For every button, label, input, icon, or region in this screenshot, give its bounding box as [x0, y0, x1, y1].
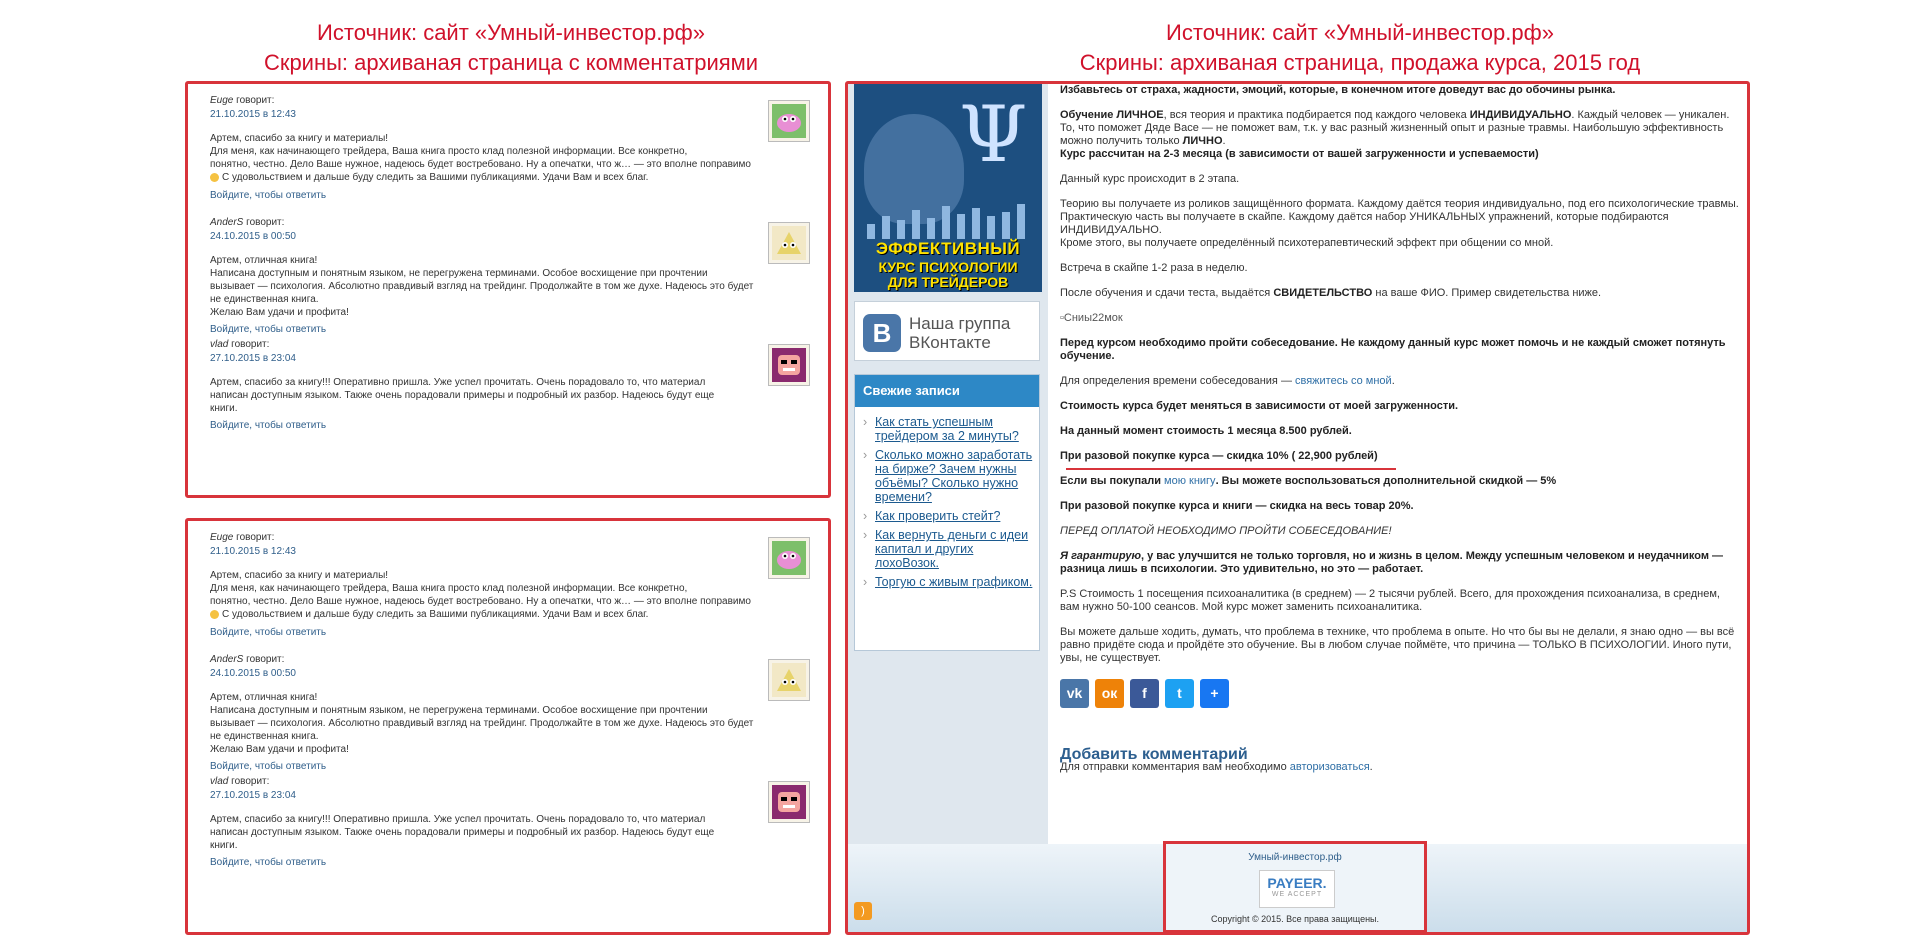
smile-icon: [210, 610, 219, 619]
text: Теорию вы получаете из роликов защищённого формата. Каждому даётся теория индивидуально, под его психологические травмы.: [1060, 198, 1739, 210]
text: Кроме этого, вы получаете определённый психотерапевтический эффект при общении со мной.: [1060, 237, 1554, 249]
comment-body: [210, 376, 800, 415]
course-duration: Курс рассчитан на 2-3 месяца (в зависимости от вашей загруженности и успеваемости): [1060, 148, 1539, 160]
payeer-subtitle: WE ACCEPT: [1271, 891, 1323, 898]
banner-title: ЭФФЕКТИВНЫЙ: [875, 239, 1021, 258]
text: на ваше ФИО. Пример свидетельства ниже.: [1372, 287, 1602, 299]
current-price-text: На данный момент стоимость 1 месяца 8.500 рублей.: [1060, 425, 1352, 437]
reply-link[interactable]: Войдите, чтобы ответить: [210, 190, 327, 201]
comment-line: понятно, честно. Дело Ваше нужное, надеюсь будет востребовано. Ну а опечатки, что ж… — это вполне поправимо: [210, 596, 751, 607]
broken-image-icon: ▫: [1060, 312, 1064, 324]
text: . Каждый человек — уникален. То, что поможет Дяде Васе — не поможет вам, т.к. у вас разный жизненный опыт и разные травмы. Наибольшую эффективность можно получить только: [1060, 109, 1730, 147]
interview-text: Перед курсом необходимо пройти собеседование. Не каждому данный курс может помочь и не каждый сможет потянуть обучение.: [1060, 337, 1726, 362]
facebook-icon[interactable]: f: [1130, 679, 1159, 708]
comments-list: [188, 521, 828, 897]
comment-date[interactable]: 27.10.2015 в 23:04: [210, 790, 296, 801]
banner-subtitle: [854, 260, 1042, 290]
avatar: [768, 100, 810, 142]
comment-author[interactable]: Euge: [210, 532, 234, 543]
avatar-monster-icon: [772, 785, 806, 819]
bold-text: Если вы покупали: [1060, 475, 1165, 487]
ps-text: P.S Стоимость 1 посещения психоаналитика (в среднем) — 2 тысячи рублей. Всего, для прохождения психоанализа, в среднем, вам нужно 50-100 сеансов. Мой курс может заменить психоаналитика.: [1060, 588, 1720, 613]
comment-author[interactable]: vlad: [210, 339, 229, 350]
italic-bold-text: Я гарантирую: [1060, 550, 1141, 562]
auth-paragraph: [1060, 761, 1740, 774]
fresh-post-label: Как стать успешным трейдером за 2 минуты?: [875, 415, 1019, 443]
avatar: [768, 344, 810, 386]
right-caption: [860, 18, 1860, 78]
stages-text: Данный курс происходит в 2 этапа.: [1060, 173, 1240, 185]
comment-author[interactable]: AnderS: [210, 217, 244, 228]
vk-icon[interactable]: vk: [1060, 679, 1089, 708]
chevron-right-icon: ›: [863, 415, 868, 429]
reply-link[interactable]: Войдите, чтобы ответить: [210, 857, 327, 868]
login-link[interactable]: авторизоваться: [1289, 761, 1370, 773]
comment-date[interactable]: 24.10.2015 в 00:50: [210, 231, 296, 242]
ok-icon[interactable]: ок: [1095, 679, 1124, 708]
personal-training-paragraph: [1060, 109, 1740, 161]
vk-text: [909, 314, 1010, 352]
my-book-link[interactable]: мою книгу: [1164, 475, 1216, 487]
bold-text: Обучение ЛИЧНОЕ: [1060, 109, 1164, 121]
comments-list: [188, 84, 828, 460]
share-buttons: [1060, 679, 1740, 708]
right-source-text: Источник: сайт «Умный-инвестор.рф»: [1166, 20, 1554, 45]
comment-line: написан доступным языком. Также очень порадовали примеры и подробный их разбор. Надеюсь будут еще: [210, 390, 715, 401]
smile-icon: [210, 173, 219, 182]
bold-text: . Вы можете воспользоваться дополнительной скидкой — 5%: [1215, 475, 1557, 487]
text: , вся теория и практика подбирается под каждого человека: [1163, 109, 1470, 121]
comment-line: Артем, спасибо за книгу!!! Оперативно пришла. Уже успел прочитать. Очень порадовало то, что материал: [210, 377, 706, 388]
comment: [210, 338, 810, 460]
comment-author[interactable]: Euge: [210, 95, 234, 106]
says-label: говорит:: [231, 776, 270, 787]
vk-group-widget[interactable]: [854, 301, 1040, 361]
text: После обучения и сдачи теста, выдаётся: [1060, 287, 1274, 299]
meeting-text: Встреча в скайпе 1-2 раза в неделю.: [1060, 262, 1248, 274]
footer-box: [1163, 841, 1427, 933]
comment-date[interactable]: 24.10.2015 в 00:50: [210, 668, 296, 679]
comments-panel-bottom: [185, 518, 831, 935]
price-underline: [1066, 468, 1396, 470]
comment-line: не единственная книга.: [210, 294, 319, 305]
comment-line: Желаю Вам удачи и профита!: [210, 307, 349, 318]
comment-line: Артем, отличная книга!: [210, 692, 318, 703]
price-change-text: Стоимость курса будет меняться в зависимости от моей загруженности.: [1060, 400, 1459, 412]
avatar-monster-icon: [772, 104, 806, 138]
comment-author[interactable]: AnderS: [210, 654, 244, 665]
comment-line: Желаю Вам удачи и профита!: [210, 744, 349, 755]
left-caption: [186, 18, 836, 78]
footer-site-name[interactable]: Умный-инвестор.рф: [1248, 852, 1342, 863]
warning-text: ПЕРЕД ОПЛАТОЙ НЕОБХОДИМО ПРОЙТИ СОБЕСЕДОВАНИЕ!: [1060, 525, 1392, 537]
course-page-panel: [845, 81, 1750, 935]
discount-text: При разовой покупке курса — скидка 10% ( 22,900 рублей): [1060, 450, 1378, 462]
fresh-post-label: Как проверить стейт?: [875, 509, 1001, 523]
left-source-text: Источник: сайт «Умный-инвестор.рф»: [317, 20, 705, 45]
banner-line: КУРС ПСИХОЛОГИИ: [878, 259, 1018, 275]
fresh-post-link[interactable]: [863, 575, 1033, 589]
text: Практическую часть вы получаете в скайпе. Каждому даётся набор УНИКАЛЬНЫХ упражнений, которые подбираются ИНДИВИДУАЛЬНО.: [1060, 211, 1669, 236]
chevron-right-icon: ›: [863, 575, 868, 589]
comment-date[interactable]: 21.10.2015 в 12:43: [210, 109, 296, 120]
reply-link[interactable]: Войдите, чтобы ответить: [210, 324, 327, 335]
contact-link[interactable]: свяжитесь со мной: [1295, 375, 1392, 387]
comment: [210, 94, 810, 216]
bold-text: ЛИЧНО: [1182, 135, 1223, 147]
comment-body: [210, 132, 800, 184]
comment-body: [210, 569, 800, 621]
payeer-logo: PAYEER.: [1267, 875, 1327, 891]
says-label: говорит:: [246, 217, 285, 228]
fresh-posts-widget: [854, 374, 1040, 651]
avatar-monster-icon: [772, 541, 806, 575]
comment-line: написан доступным языком. Также очень порадовали примеры и подробный их разбор. Надеюсь будут еще: [210, 827, 715, 838]
reply-link[interactable]: Войдите, чтобы ответить: [210, 420, 327, 431]
comment: [210, 775, 810, 897]
book-discount-paragraph: [1060, 475, 1740, 488]
text: Для определения времени собеседования —: [1060, 375, 1295, 387]
comment: [210, 531, 810, 653]
says-label: говорит:: [236, 95, 275, 106]
reply-link[interactable]: Войдите, чтобы ответить: [210, 761, 327, 772]
chevron-right-icon: ›: [863, 528, 868, 542]
avatar-monster-icon: [772, 348, 806, 382]
avatar-monster-icon: [772, 663, 806, 697]
article-body: [1060, 84, 1740, 774]
says-label: говорит:: [231, 339, 270, 350]
text: .: [1391, 375, 1395, 387]
avatar: [768, 537, 810, 579]
vk-line: Наша группа: [909, 314, 1011, 333]
comment-date[interactable]: 27.10.2015 в 23:04: [210, 353, 296, 364]
comment-line: Артем, спасибо за книгу!!! Оперативно пришла. Уже успел прочитать. Очень порадовало то, что материал: [210, 814, 706, 825]
contact-paragraph: [1060, 375, 1740, 388]
comment-body: [210, 813, 800, 852]
left-note-text: Скрины: архиваная страница с комментатриями: [263, 50, 759, 75]
fresh-post-link[interactable]: [863, 448, 1033, 504]
certificate-image: [1060, 312, 1740, 325]
fresh-post-label: Сколько можно заработать на бирже? Зачем нужны объёмы? Сколько нужно времени?: [875, 448, 1033, 504]
bold-text: ИНДИВИДУАЛЬНО: [1469, 109, 1572, 121]
fresh-post-link[interactable]: [863, 415, 1033, 443]
says-label: говорит:: [236, 532, 275, 543]
comment: [210, 653, 810, 775]
comment-line: вызывает — психология. Абсолютно правдивый взгляд на трейдинг. Продолжайте в том же духе. Надеюсь это будет: [210, 281, 754, 292]
certificate-text: [1060, 287, 1740, 300]
vk-line: ВКонтакте: [909, 333, 991, 352]
fresh-post-link[interactable]: [863, 528, 1033, 570]
comment-body: [210, 254, 800, 319]
text: .: [1222, 135, 1226, 147]
comment-line: не единственная книга.: [210, 731, 319, 742]
copyright-text: Copyright © 2015. Все права защищены.: [1210, 914, 1380, 924]
avatar: [768, 781, 810, 823]
comment: [210, 216, 810, 338]
comment-line: Написана доступным и понятным языком, не перегружена терминами. Особое восхищение при прочтении: [210, 268, 708, 279]
banner-line: ДЛЯ ТРЕЙДЕРОВ: [887, 274, 1009, 290]
comment-date[interactable]: 21.10.2015 в 12:43: [210, 546, 296, 557]
comment-line: Артем, отличная книга!: [210, 255, 318, 266]
course-banner[interactable]: [854, 84, 1042, 292]
closing-text: Вы можете дальше ходить, думать, что проблема в технике, что проблема в опыте. Но что бы вы не делали, я знаю одно — вы всё равно придёте сюда и пройдёте это обучение. Вы в любом случае поймёте, что причина — ТОЛЬКО В ПСИХОЛОГИИ. Иного пути, увы, не существует.: [1060, 626, 1735, 664]
comment-line: вызывает — психология. Абсолютно правдивый взгляд на трейдинг. Продолжайте в том же духе. Надеюсь это будет: [210, 718, 754, 729]
text: , у вас улучшится не только торговля, но и жизнь в целом. Между успешным человеком и неудачником — разница лишь в психологии. Это удивительно, но это — работает.: [1060, 550, 1724, 575]
chevron-right-icon: ›: [863, 509, 868, 523]
avatar: [768, 222, 810, 264]
stages-detail: [1060, 198, 1740, 250]
comment-line: С удовольствием и дальше буду следить за Вашими публикациями. Удачи Вам и всех благ.: [222, 172, 649, 183]
share-icon[interactable]: +: [1200, 679, 1229, 708]
comment-line: книги.: [210, 403, 238, 414]
payeer-badge[interactable]: [1259, 870, 1335, 908]
guarantee-paragraph: [1060, 550, 1740, 576]
fresh-post-link[interactable]: [863, 509, 1033, 523]
sidebar: [848, 84, 1048, 844]
avatar: [768, 659, 810, 701]
fresh-post-label: Торгую с живым графиком.: [875, 575, 1033, 589]
bold-text: СВИДЕТЕЛЬСТВО: [1273, 287, 1373, 299]
comment-author[interactable]: vlad: [210, 776, 229, 787]
chart-bars-icon: [862, 204, 1037, 239]
comment-line: Написана доступным и понятным языком, не перегружена терминами. Особое восхищение при прочтении: [210, 705, 708, 716]
comments-panel-top: [185, 81, 831, 498]
reply-link[interactable]: Войдите, чтобы ответить: [210, 627, 327, 638]
says-label: говорит:: [246, 654, 285, 665]
text: .: [1369, 761, 1373, 773]
comment-line: Артем, спасибо за книгу и материалы!: [210, 133, 389, 144]
text: Для отправки комментария вам необходимо: [1060, 761, 1290, 773]
right-note-text: Скрины: архиваная страница, продажа курса, 2015 год: [1079, 50, 1641, 75]
fresh-post-label: Как вернуть деньги с идеи капитал и других лохоВозок.: [875, 528, 1029, 570]
fresh-posts-list: [855, 415, 1039, 589]
bundle-discount-text: При разовой покупке курса и книги — скидка на весь товар 20%.: [1060, 500, 1414, 512]
comment-line: Артем, спасибо за книгу и материалы!: [210, 570, 389, 581]
psi-icon: Ψ: [959, 90, 1028, 180]
fresh-posts-title: Свежие записи: [855, 375, 1039, 407]
comment-line: С удовольствием и дальше буду следить за Вашими публикациями. Удачи Вам и всех благ.: [222, 609, 649, 620]
vk-icon: B: [863, 314, 901, 352]
intro-text: Избавьтесь от страха, жадности, эмоций, которые, в конечном итоге доведут вас до обочины рынка.: [1060, 84, 1616, 96]
rss-icon[interactable]: ): [854, 902, 872, 920]
comment-line: понятно, честно. Дело Ваше нужное, надеюсь будет востребовано. Ну а опечатки, что ж… — это вполне поправимо: [210, 159, 751, 170]
add-comment-title: Добавить комментарий: [1060, 746, 1248, 763]
avatar-monster-icon: [772, 226, 806, 260]
chevron-right-icon: ›: [863, 448, 868, 462]
comment-line: Для меня, как начинающего трейдера, Ваша книга просто клад полезной информации. Все конкретно,: [210, 146, 688, 157]
comment-line: книги.: [210, 840, 238, 851]
comment-body: [210, 691, 800, 756]
twitter-icon[interactable]: t: [1165, 679, 1194, 708]
image-alt-text: Сниы22мок: [1063, 312, 1123, 324]
comment-line: Для меня, как начинающего трейдера, Ваша книга просто клад полезной информации. Все конкретно,: [210, 583, 688, 594]
